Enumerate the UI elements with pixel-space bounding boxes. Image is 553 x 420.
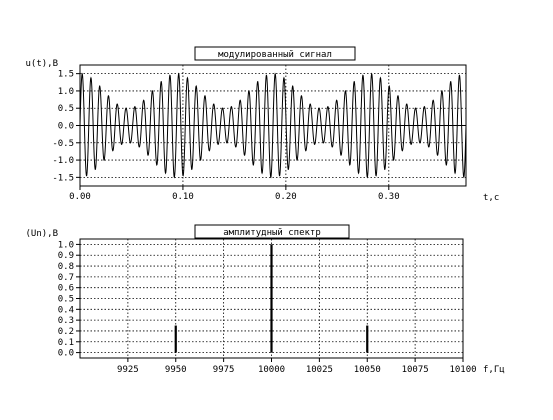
spectrum-x-tick-label: 10025 — [305, 365, 333, 375]
signal-x-tick-label: 0.00 — [69, 192, 91, 202]
spectrum-y-tick-label: 0.0 — [57, 348, 74, 359]
spectrum-x-tick-label: 9950 — [164, 365, 187, 375]
signal-x-tick-label: 0.10 — [172, 192, 194, 202]
spectrum-x-tick-label: 10000 — [257, 365, 286, 375]
signal-y-axis-label: u(t),В — [25, 59, 58, 69]
spectrum-y-tick-label: 0.5 — [57, 294, 74, 305]
signal-chart-title: модулированный сигнал — [218, 50, 332, 60]
spectrum-x-tick-label: 10075 — [401, 365, 429, 375]
spectrum-y-tick-label: 0.3 — [57, 316, 74, 327]
signal-y-tick-label: 0.0 — [57, 121, 74, 132]
spectrum-x-tick-label: 10050 — [353, 365, 381, 375]
spectrum-y-tick-label: 0.8 — [57, 262, 74, 273]
spectrum-y-tick-label: 0.6 — [57, 283, 74, 294]
spectrum-y-tick-label: 0.7 — [57, 272, 74, 283]
spectrum-y-tick-label: 0.9 — [57, 251, 74, 262]
spectrum-y-tick-label: 0.2 — [57, 326, 74, 337]
spectrum-y-tick-label: 0.4 — [57, 305, 74, 316]
spectrum-x-tick-label: 9975 — [212, 365, 235, 375]
signal-y-tick-label: -1.0 — [52, 156, 74, 167]
spectrum-y-tick-label: 1.0 — [57, 240, 74, 251]
spectrum-y-axis-label: (Un),В — [25, 229, 58, 239]
signal-y-tick-label: -1.5 — [52, 173, 74, 184]
spectrum-x-tick-label: 10100 — [449, 365, 477, 375]
spectrum-x-tick-label: 9925 — [117, 365, 139, 375]
signal-y-tick-label: -0.5 — [52, 138, 74, 149]
spectrum-x-axis-label: f,Гц — [483, 365, 505, 375]
signal-y-tick-label: 0.5 — [57, 104, 74, 115]
spectrum-chart-title: амплитудный спектр — [223, 228, 321, 238]
signal-x-tick-label: 0.30 — [377, 192, 400, 202]
signal-y-tick-label: 1.5 — [57, 69, 74, 80]
spectrum-y-tick-label: 0.1 — [57, 337, 74, 348]
signal-y-tick-label: 1.0 — [57, 86, 74, 97]
signal-x-tick-label: 0.20 — [275, 192, 297, 202]
signal-x-axis-label: t,c — [483, 193, 500, 203]
